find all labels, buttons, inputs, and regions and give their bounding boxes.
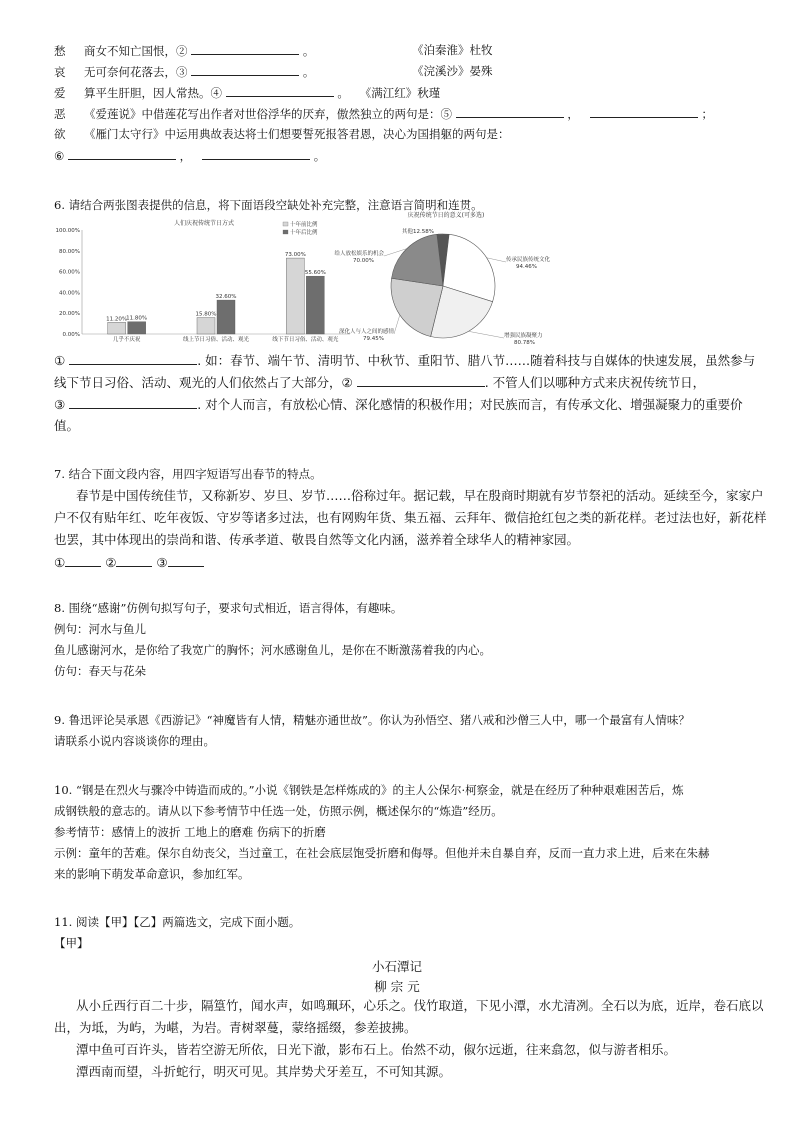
- pie-value-label: 94.46%: [516, 264, 537, 270]
- bar-value-label: 15.80%: [195, 311, 217, 318]
- passage-para-1: 从小丘西行百二十步，隔篁竹，闻水声，如鸣珮环，心乐之。伐竹取道，下见小潭，水尤清冽。全石以为底，近岸，卷石底以: [76, 998, 764, 1013]
- q8-stem: 8. 围绕“感谢”仿例句拟写句子，要求句式相近，语言得体，有趣味。: [54, 601, 403, 615]
- bar: [197, 318, 215, 334]
- pie-leader-line: [487, 258, 506, 262]
- blank-number: ①: [54, 353, 66, 368]
- answer-blank[interactable]: [65, 554, 101, 567]
- x-tick-label: 线上节日习俗、活动、观光: [182, 337, 250, 343]
- q10-line-5: 来的影响下萌发革命意识，参加红军。: [54, 867, 250, 881]
- poem-text: 《爱莲说》中借莲花写出作者对世俗浮华的厌弃，傲然独立的两句是：⑤: [84, 107, 452, 121]
- q7-answers: [54, 554, 204, 571]
- answer-blank[interactable]: [202, 147, 310, 160]
- passage-title: 小石潭记: [371, 959, 422, 974]
- q6-para-line-2: [54, 374, 705, 391]
- q10-line-1: 10. “钢是在烈火与骤冷中铸造而成的。”小说《钢铁是怎样炼成的》的主人公保尔·柯察金，就是在经历了种种艰难困苦后，炼: [54, 783, 684, 797]
- q8-imitate: 仿句：春天与花朵: [54, 664, 146, 678]
- punct: 。: [337, 86, 349, 100]
- answer-blank[interactable]: [69, 352, 197, 365]
- para-text: . 不管人们以哪种方式来庆祝传统节日，: [484, 375, 706, 390]
- poem-text: 《雁门太守行》中运用典故表达将士们想要誓死报答君恩，决心为国捐躯的两句是：: [84, 127, 510, 141]
- q10-line-3: 参考情节：感情上的波折 工地上的磨难 伤病下的折磨: [54, 825, 326, 839]
- passage-para-3: 潭西南而望，斗折蛇行，明灭可见。其岸势犬牙差互，不可知其源。: [76, 1064, 452, 1079]
- passage-para-1b: 出，为坻，为屿，为嵁，为岩。青树翠蔓，蒙络摇缀，参差披拂。: [54, 1020, 417, 1035]
- bar-value-label: 55.60%: [304, 270, 326, 277]
- answer-blank[interactable]: [68, 147, 176, 160]
- legend-label: 十年后比例: [290, 230, 318, 236]
- blank-number: ①: [54, 555, 66, 570]
- poem-text: 商女不知亡国恨，②: [84, 44, 188, 58]
- poem-line-6: [54, 147, 325, 164]
- q10-line-4: 示例：童年的苦难。保尔自幼丧父，当过童工，在社会底层饱受折磨和侮辱。但他并未自暴自弃，反而一直力求上进，后来在朱赫: [54, 846, 710, 860]
- blank-number: ③: [156, 555, 168, 570]
- pie-value-label: 80.78%: [514, 340, 535, 346]
- answer-blank[interactable]: [69, 396, 197, 409]
- emotion-char: 哀: [54, 65, 66, 79]
- poem-source-3: 《满江红》秋瑾: [359, 86, 441, 100]
- q7-para-2: 户不仅有贴年红、吃年夜饭、守岁等诸多过法，也有网购年货、集五福、云拜年、微信抢红包之类的新花样。老过法也好，新花样: [54, 510, 767, 525]
- q7-para-3: 也罢，其中体现出的崇尚和谐、传承孝道、敬畏自然等文化内涵，滋养着全球华人的精神家园。: [54, 532, 580, 547]
- bar: [108, 322, 126, 334]
- para-text: . 对个人而言，有放松心情、深化感情的积极作用；对民族而言，有传承文化、增强凝聚力的重要价: [197, 397, 743, 412]
- x-tick-label: 线下节日习俗、活动、观光: [272, 337, 339, 343]
- bar-value-label: 11.20%: [106, 316, 128, 323]
- q10-line-2: 成钢铁般的意志的。请从以下参考情节中任选一处，仿照示例，概述保尔的“炼造”经历。: [54, 804, 503, 818]
- q6-para-line-3: [54, 396, 743, 413]
- answer-blank[interactable]: [168, 554, 204, 567]
- bar: [217, 300, 235, 334]
- emotion-char: 爱: [54, 86, 66, 100]
- bar-value-label: 32.60%: [215, 294, 237, 301]
- pie-leader-line: [468, 331, 504, 338]
- pie-slice: [392, 234, 443, 286]
- answer-blank[interactable]: [191, 63, 299, 76]
- punct: ，: [567, 107, 579, 121]
- bar: [286, 258, 304, 334]
- punct: 。: [313, 149, 326, 163]
- bar: [128, 322, 146, 334]
- bar-chart: [54, 216, 354, 344]
- y-tick-label: 60.00%: [59, 269, 80, 276]
- legend-label: 十年前比例: [290, 222, 318, 228]
- pie-label: 其他12.58%: [402, 229, 434, 235]
- q8-example: 例句：河水与鱼儿: [54, 622, 146, 636]
- emotion-char: 欲: [54, 127, 66, 141]
- emotion-char: 愁: [54, 44, 66, 58]
- y-tick-label: 20.00%: [59, 311, 80, 318]
- para-text: . 如：春节、端午节、清明节、中秋节、重阳节、腊八节……随着科技与自媒体的快速发展，虽然参与: [197, 353, 756, 368]
- punct: 。: [302, 44, 315, 58]
- q6-para-line-4: 值。: [54, 418, 80, 433]
- poem-text: 无可奈何花落去，③: [84, 65, 188, 79]
- pie-label: 增强民族凝聚力: [504, 333, 543, 339]
- poem-line-4: [54, 105, 713, 122]
- pie-chart-title: 庆祝传统节日的意义(可多选): [407, 212, 485, 219]
- answer-blank[interactable]: [456, 105, 564, 118]
- blank-number: ③: [54, 397, 66, 412]
- answer-blank[interactable]: [191, 42, 299, 55]
- pie-leader-line: [394, 315, 400, 334]
- poem-source-2: 《浣溪沙》晏殊: [412, 64, 493, 78]
- blank-number: ⑥: [54, 149, 65, 163]
- y-tick-label: 80.00%: [59, 248, 80, 255]
- pie-label: 给人放松娱乐的机会: [334, 251, 384, 257]
- bar-value-label: 73.00%: [284, 252, 306, 259]
- punct: ，: [179, 149, 192, 163]
- answer-blank[interactable]: [357, 374, 485, 387]
- q9-line-2: 请联系小说内容谈谈你的理由。: [54, 734, 215, 748]
- q8-example-text: 鱼儿感谢河水，是你给了我宽广的胸怀；河水感谢鱼儿，是你在不断激荡着我的内心。: [54, 643, 491, 657]
- q7-para-1: 春节是中国传统佳节，又称新岁、岁旦、岁节……俗称过年。据记载，早在殷商时期就有岁节祭祀的活动。延续至今，家家户: [76, 488, 764, 503]
- x-tick-label: 几乎不庆祝: [112, 337, 141, 343]
- legend-swatch: [283, 230, 288, 234]
- q6-stem: 6. 请结合两张图表提供的信息，将下面语段空缺处补充完整，注意语言简明和连贯。: [54, 198, 483, 212]
- poem-line-5: [54, 126, 510, 142]
- punct: 。: [302, 65, 315, 79]
- poem-source-1: 《泊秦淮》杜牧: [412, 43, 493, 57]
- pie-value-label: 70.00%: [353, 258, 374, 264]
- punct: ；: [701, 107, 713, 121]
- q11-jia: 【甲】: [54, 936, 89, 950]
- q11-stem: 11. 阅读【甲】【乙】两篇选文，完成下面小题。: [54, 915, 301, 929]
- q6-para-line-1: [54, 352, 755, 369]
- legend-swatch: [283, 222, 288, 226]
- poem-line-2: [54, 63, 314, 80]
- poem-line-3: [54, 84, 440, 101]
- pie-value-label: 79.45%: [363, 336, 384, 342]
- q7-stem: 7. 结合下面文段内容，用四字短语写出春节的特点。: [54, 467, 322, 481]
- bar-chart-title: 人们庆祝传统节日方式: [173, 220, 235, 227]
- emotion-char: 恶: [54, 107, 66, 121]
- bar-value-label: 11.80%: [126, 315, 148, 322]
- poem-line-1: [54, 42, 314, 59]
- answer-blank[interactable]: [226, 84, 334, 97]
- blank-number: ②: [105, 555, 117, 570]
- para-text: 线下节日习俗、活动、观光的人们依然占了大部分，②: [54, 375, 353, 390]
- pie-chart: [310, 206, 560, 346]
- y-tick-label: 0.00%: [62, 332, 80, 338]
- q9-line-1: 9. 鲁迅评论吴承恩《西游记》“神魔皆有人情，精魅亦通世故”。你认为孙悟空、猪八戒和沙僧三人中，哪一个最富有人情味？: [54, 713, 690, 727]
- answer-blank[interactable]: [116, 554, 152, 567]
- y-tick-label: 100.00%: [55, 228, 80, 234]
- pie-label: 传承民族传统文化: [506, 257, 551, 263]
- poem-text: 算平生肝胆，因人常热。④: [84, 86, 222, 100]
- pie-label: 深化人与人之间的感情: [338, 329, 394, 335]
- y-tick-label: 40.00%: [59, 290, 80, 297]
- passage-author: 柳 宗 元: [374, 979, 420, 994]
- passage-para-2: 潭中鱼可百许头，皆若空游无所依，日光下澈，影布石上。佁然不动，俶尔远逝，往来翕忽，似与游者相乐。: [76, 1042, 677, 1057]
- answer-blank[interactable]: [590, 105, 698, 118]
